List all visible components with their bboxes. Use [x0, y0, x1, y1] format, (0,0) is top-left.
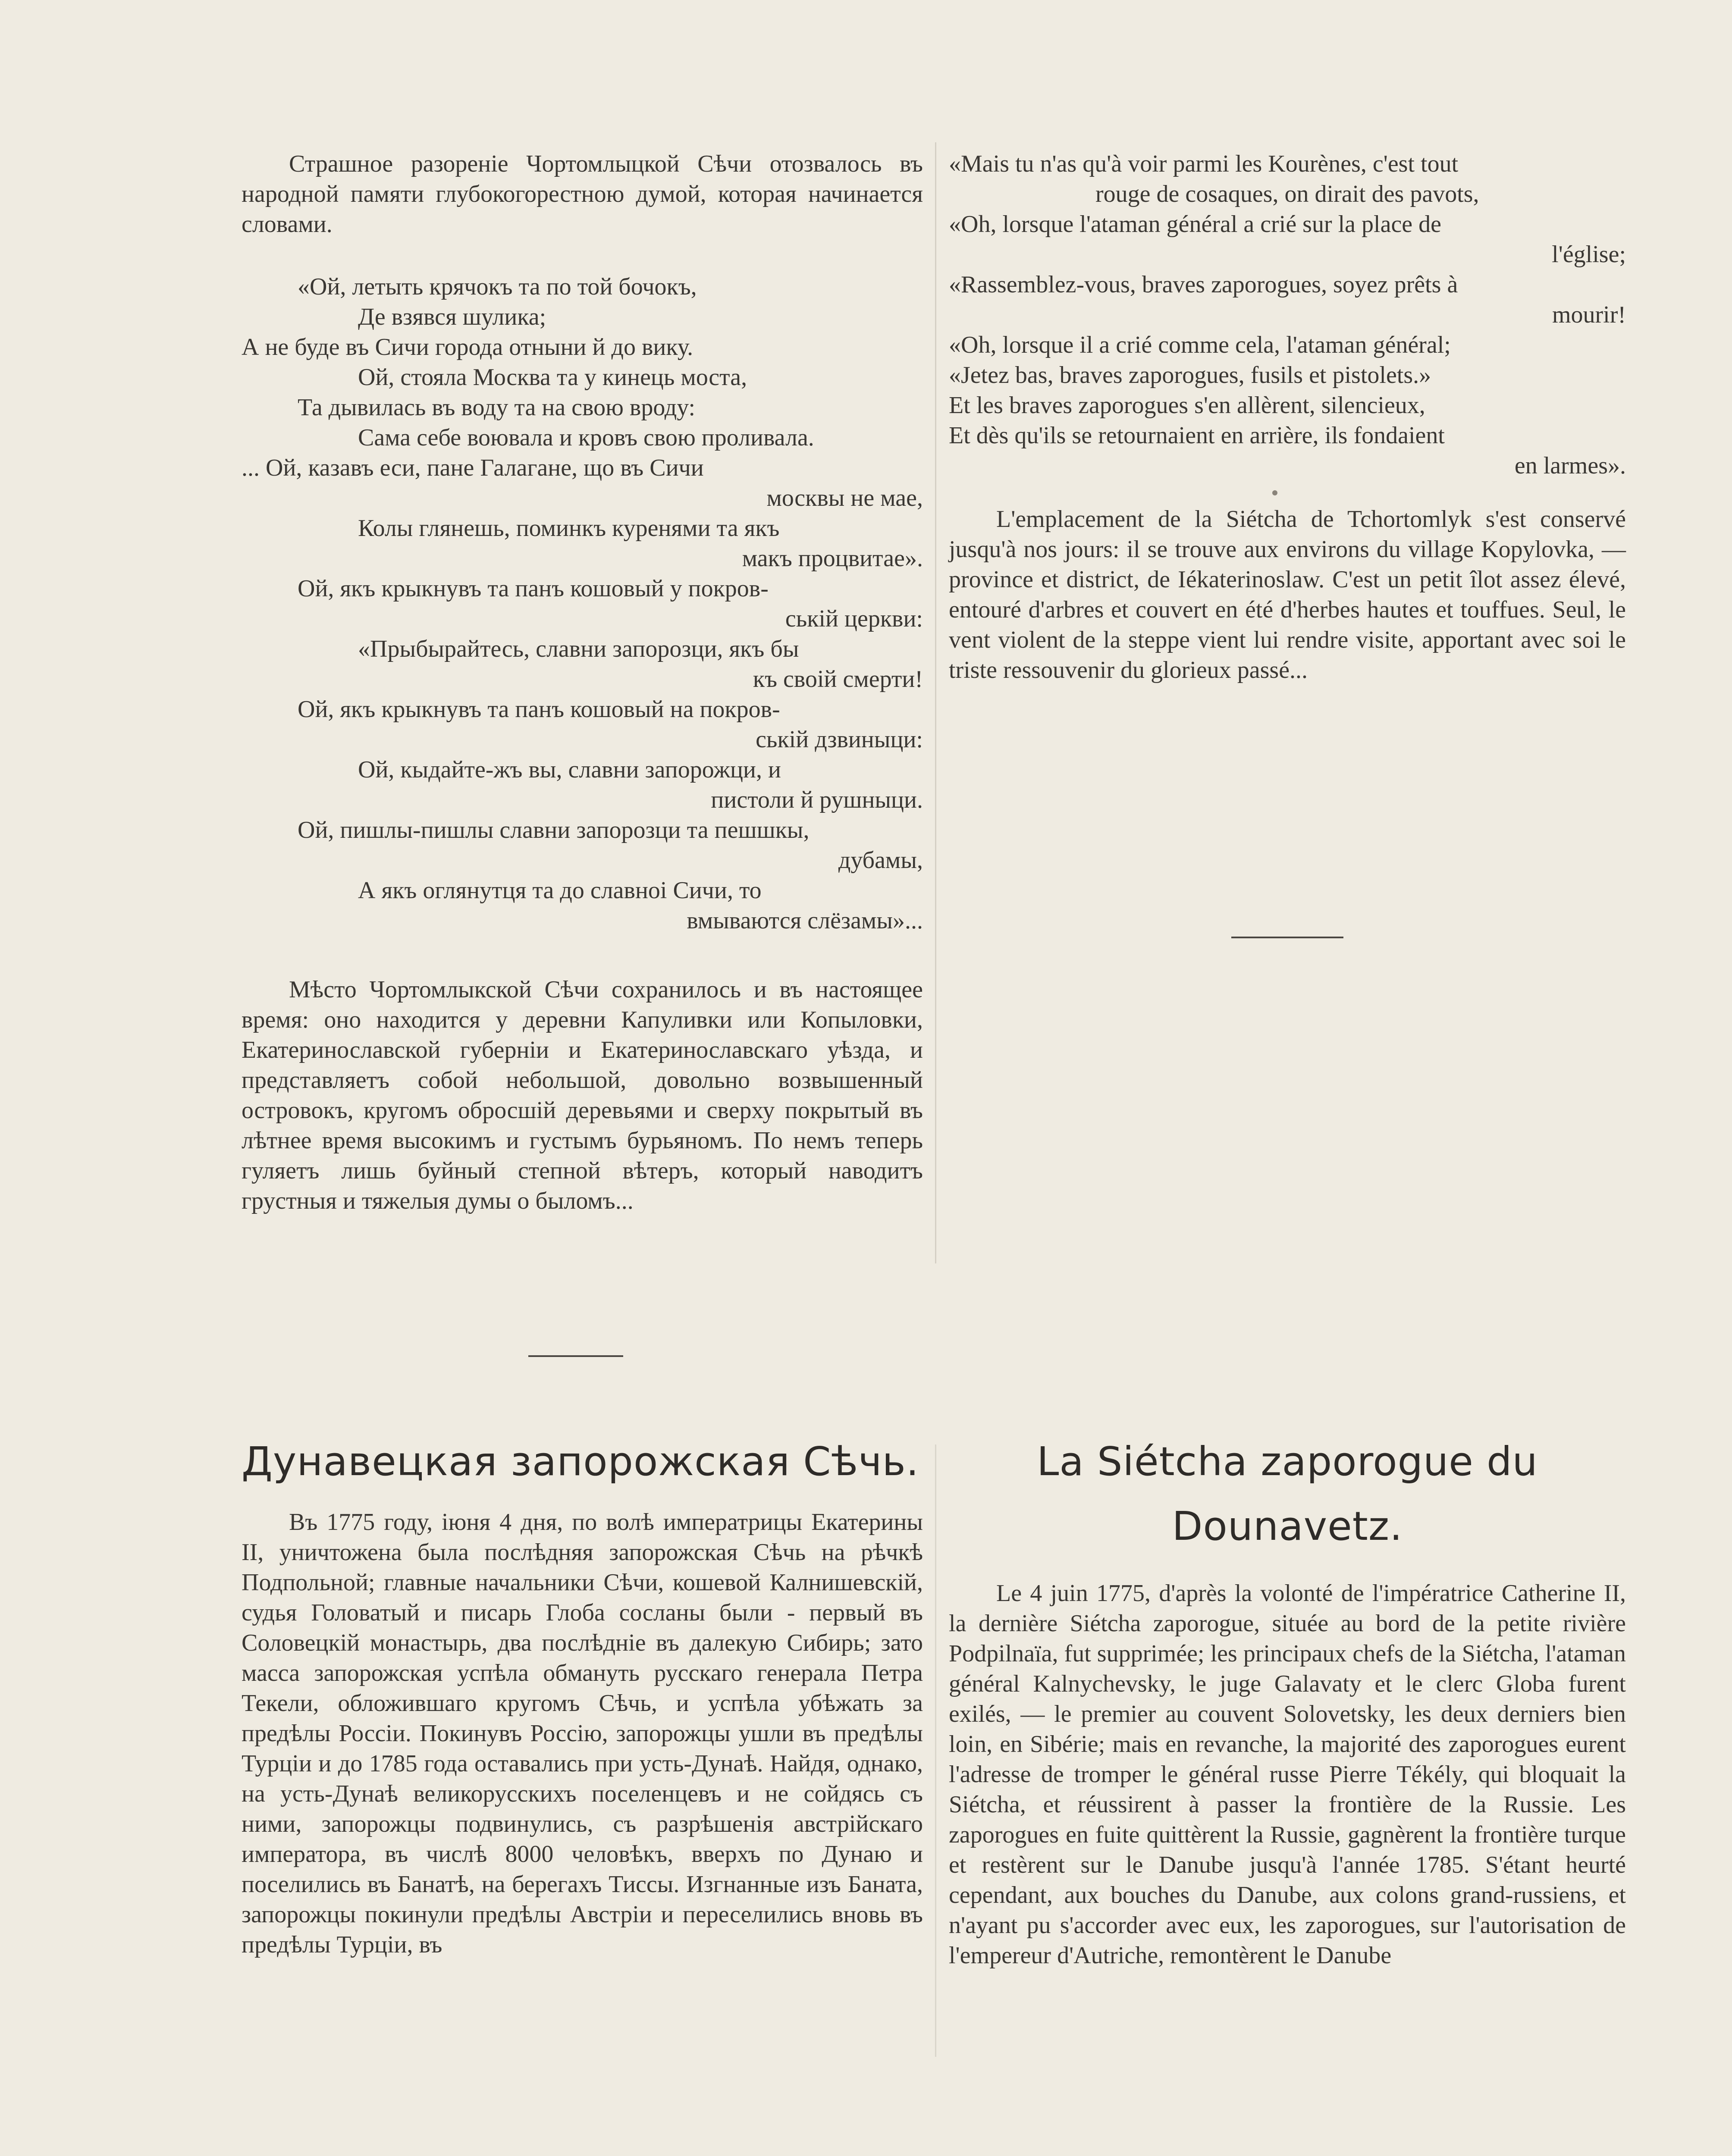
left-bottom-column: [242, 1436, 923, 1960]
section-separator-left: [528, 1355, 623, 1357]
verse-line: Сама себе воювала и кровъ свою проливала.: [358, 424, 814, 451]
section-separator-right: [1231, 937, 1343, 938]
verse-line: mourir!: [1552, 301, 1626, 328]
verse-line: «Ой, летыть крячокъ та по той бочокъ,: [298, 273, 697, 300]
verse-line: пистоли й рушныци.: [711, 787, 923, 813]
body-paragraph-fr: Le 4 juin 1775, d'après la volonté de l'impératrice Catherine II, la dernière Siétcha zaporogue, située au bord de la petite rivière Podpilnaïa, fut supprimée; les principaux chefs de la Siétcha, l'ataman général Kalnychevsky, le juge Galavaty et le clerc Globa furent exilés, — le premier au couvent Solovetsky, les deux derniers bien loin, en Sibérie; mais en revanche, la majorité des zaporogues eurent l'adresse de tromper le général russe Pierre Tékély, qui bloquait la Siétcha, et réussirent à passer la frontière de la Russie. Les zaporogues en fuite quittèrent la Russie, gagnèrent la frontière turque et restèrent sur le Danube jusqu'à l'année 1785. S'étant heurté cependant, aux bouches du Danube, aux colons grand-russiens, et n'ayant pu s'accorder avec eux, les zaporogues, sur l'autorisation de l'empereur d'Autriche, remontèrent le Danube: [949, 1580, 1626, 1969]
verse-line: en larmes».: [1514, 452, 1626, 479]
ornament-dot: [1272, 490, 1277, 495]
verse-line: «Oh, lorsque l'ataman général a crié sur la place de: [949, 211, 1442, 238]
verse-line: дубамы,: [838, 847, 923, 874]
verse-line: А не буде въ Сичи города отныни й до вику.: [242, 334, 693, 360]
verse-line: ськiй церкви:: [785, 605, 923, 632]
verse-line: Та дывилась въ воду та на свою вроду:: [298, 394, 696, 421]
verse-line: Де взявся шулика;: [358, 304, 546, 330]
verse-line: Ой, пишлы-пишлы славни запорозци та пешшкы,: [298, 817, 810, 843]
column-rule-top: [935, 142, 936, 1263]
verse-line: А якъ оглянутця та до славноi Сичи, то: [358, 877, 762, 904]
right-top-column: [949, 149, 1626, 685]
verse-line: вмываются слёзамы»...: [687, 907, 923, 934]
verse-line: rouge de cosaques, on dirait des pavots,: [1095, 181, 1479, 207]
verse-line: Ой, якъ крыкнувъ та панъ кошовый на покров-: [298, 696, 780, 723]
section-heading-fr-line1: La Siétcha zaporogue du: [1037, 1438, 1538, 1485]
verse-line: Et les braves zaporogues s'en allèrent, silencieux,: [949, 392, 1425, 419]
verse-line: «Mais tu n'as qu'à voir parmi les Kourènes, c'est tout: [949, 150, 1459, 177]
verse-line: l'église;: [1552, 241, 1626, 268]
section-heading-fr-line2: Dounavetz.: [1172, 1503, 1403, 1549]
left-top-column: [242, 149, 923, 1216]
verse-line: «Rassemblez-vous, braves zaporogues, soyez prêts à: [949, 271, 1458, 298]
closing-paragraph-fr: L'emplacement de la Siétcha de Tchortomlyk s'est conservé jusqu'à nos jours: il se trouve aux environs du village Kopylovka, — province et district, de Iékaterinoslaw. C'est un petit îlot assez élevé, entouré d'arbres et couvert en été d'herbes hautes et touffues. Seul, le vent violent de la steppe vient lui rendre visite, apportant avec soi le triste ressouvenir du glorieux passé...: [949, 506, 1626, 683]
verse-line: Ой, якъ крыкнувъ та панъ кошовый у покров-: [298, 575, 769, 602]
verse-line: «Прыбырайтесь, славни запорозци, якъ бы: [358, 636, 799, 662]
verse-line: «Oh, lorsque il a crié comme cela, l'ataman général;: [949, 332, 1451, 358]
right-bottom-column: [949, 1436, 1626, 1971]
verse-line: ськiй дзвиныци:: [756, 726, 923, 753]
russian-verse: [242, 272, 923, 936]
body-paragraph-ru: Въ 1775 году, iюня 4 дня, по волѣ императрицы Екатерины II, уничтожена была послѣдняя запорожская Сѣчь на рѣчкѣ Подпольной; главные начальники Сѣчи, кошевой Калнишевскiй, судья Головатый и писарь Глоба сосланы были - первый въ Соловецкiй монастырь, два послѣднiе въ далекую Сибирь; зато масса запорожская успѣла обмануть русскаго генерала Петра Текели, обложившаго кругомъ Сѣчь, и успѣла убѣжать за предѣлы Россiи. Покинувъ Россiю, запорожцы ушли въ предѣлы Турцiи и до 1785 года оставались при усть-Дунаѣ. Найдя, однако, на усть-Дунаѣ великорусскихъ поселенцевъ и не сойдясь съ ними, запорожцы подвинулись, съ разрѣшенiя австрiйскаго императора, въ числѣ 8000 человѣкъ, вверхъ по Дунаю и поселились въ Банатѣ, на берегахъ Тиссы. Изгнанные изъ Баната, запорожцы покинули предѣлы Австрiи и переселились вновь въ предѣлы Турцiи, въ: [242, 1509, 923, 1958]
verse-line: къ своiй смерти!: [753, 666, 923, 693]
verse-line: Ой, кыдайте-жъ вы, славни запорожци, и: [358, 756, 781, 783]
section-heading-ru: Дунавецкая запорожская Сѣчь.: [242, 1438, 919, 1485]
verse-line: Et dès qu'ils se retournaient en arrière, ils fondaient: [949, 422, 1445, 449]
verse-line: ... Ой, казавъ еси, пане Галагане, що въ Сичи: [242, 454, 704, 481]
verse-line: Ой, стояла Москва та у кинець моста,: [358, 364, 747, 391]
french-verse: [949, 149, 1626, 481]
column-rule-bottom: [935, 1445, 936, 2057]
verse-line: макъ процвитае».: [742, 545, 923, 572]
intro-paragraph: Страшное разоренiе Чортомлыцкой Сѣчи отозвалось въ народной памяти глубокогорестною думой, которая начинается словами.: [242, 150, 923, 238]
verse-line: москвы не мае,: [766, 485, 923, 511]
closing-paragraph-ru: Мѣсто Чортомлыкской Сѣчи сохранилось и въ настоящее время: оно находится у деревни Капуливки или Копыловки, Екатеринославской губернiи и Екатеринославскаго уѣзда, и представляетъ собой небольшой, довольно возвышенный островокъ, кругомъ обросшiй деревьями и сверху покрытый въ лѣтнее время высокимъ и густымъ бурьяномъ. По немъ теперь гуляетъ лишь буйный степной вѣтеръ, который наводитъ грустныя и тяжелыя думы о быломъ...: [242, 976, 923, 1214]
verse-line: «Jetez bas, braves zaporogues, fusils et pistolets.»: [949, 362, 1431, 389]
verse-line: Колы глянешь, поминкъ куренями та якъ: [358, 515, 780, 542]
